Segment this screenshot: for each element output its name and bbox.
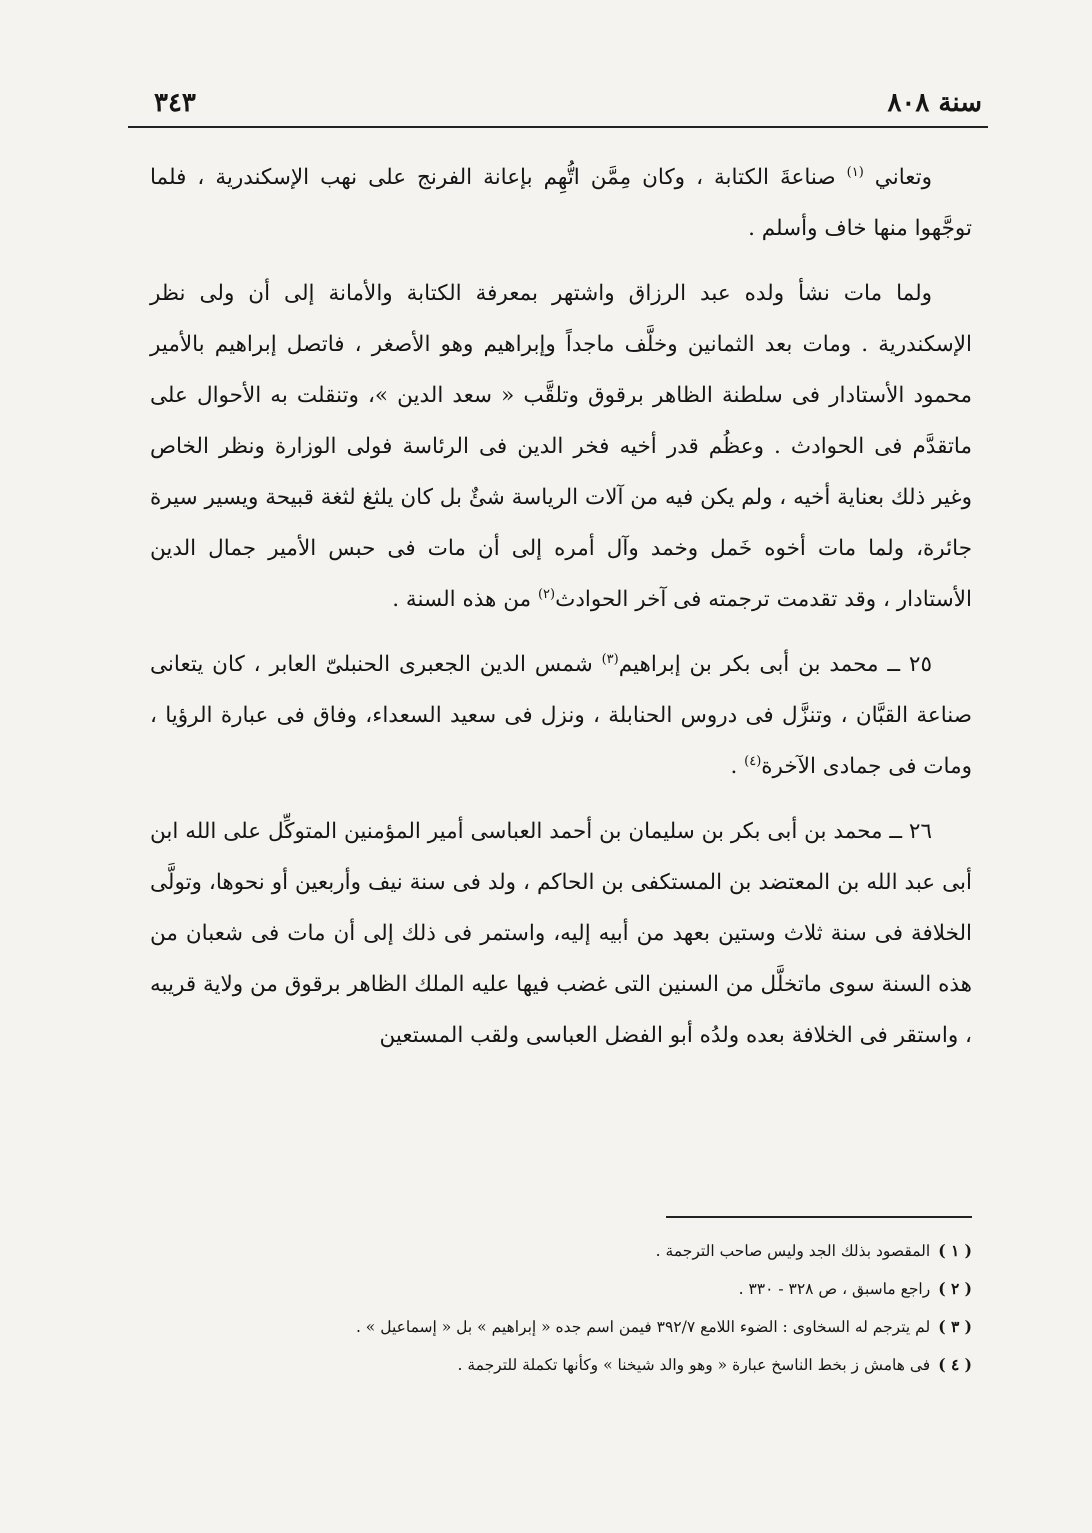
paragraph xyxy=(150,806,972,1061)
footnote-ref: (٣) xyxy=(601,651,619,667)
paragraph xyxy=(150,268,972,625)
footnote xyxy=(190,1236,972,1266)
page-number: ٣٤٣ xyxy=(154,88,196,118)
footnote-number: ( ٤ ) xyxy=(938,1355,972,1374)
footnote xyxy=(190,1350,972,1380)
text-run: شمس الدين الجعبرى الحنبلىّ العابر ، كان يتعانى صناعة القبَّان ، وتنزَّل فى دروس الحنابلة ، ونزل فى سعيد السعداء، وفاق فى عبارة الرؤيا ، ومات فى جمادى الآخرة xyxy=(150,652,972,779)
text-run: ٢٥ ــ محمد بن أبى بكر بن إبراهيم xyxy=(618,652,932,677)
footnote xyxy=(190,1312,972,1342)
footnote-ref: (١) xyxy=(846,164,864,180)
footnote-number: ( ٣ ) xyxy=(938,1317,972,1336)
footnote xyxy=(190,1274,972,1304)
footnote-text: لم يترجم له السخاوى : الضوء اللامع ٣٩٢/٧ فيمن اسم جده « إبراهيم » بل « إسماعيل » . xyxy=(355,1318,931,1336)
text-run: ٢٦ ــ محمد بن أبى بكر بن سليمان بن أحمد العباسى أمير المؤمنين المتوكِّل على الله ابن أبى عبد الله بن المعتضد بن المستكفى بن الحاكم ، ولد فى سنة نيف وأربعين أو نحوها، وتولَّى الخلافة فى سنة ثلاث وستين بعهد من أبيه إليه، واستمر فى ذلك إلى أن مات فى شعبان من هذه السنة سوى ماتخلَّل من السنين التى غضب فيها عليه الملك الظاهر برقوق من ولاية قريبه ، واستقر فى الخلافة بعده ولدُه أبو الفضل العباسى ولقب المستعين xyxy=(150,819,972,1048)
header-year: سنة ٨٠٨ xyxy=(887,88,982,118)
footnote-ref: (٢) xyxy=(537,586,556,602)
footnotes xyxy=(190,1236,972,1388)
text-run: من هذه السنة . xyxy=(392,587,538,612)
paragraph xyxy=(150,152,972,254)
text-run: صناعةَ الكتابة ، وكان مِمَّن اتُّهِم بإعانة الفرنج على نهب الإسكندرية ، فلما توجَّهوا منها خاف وأسلم . xyxy=(150,165,972,241)
footnote-ref: (٤) xyxy=(744,753,762,769)
footnote-number: ( ٢ ) xyxy=(938,1279,972,1298)
text-run: ولما مات نشأ ولده عبد الرزاق واشتهر بمعرفة الكتابة والأمانة إلى أن ولى نظر الإسكندرية . ومات بعد الثمانين وخلَّف ماجداً وإبراهيم وهو الأصغر ، فاتصل إبراهيم بالأمير محمود الأستادار فى سلطنة الظاهر برقوق وتلقَّب « سعد الدين »، وتنقلت به الأحوال على ماتقدَّم فى الحوادث . وعظُم قدر أخيه فخر الدين فى الرئاسة فولى الوزارة ونظر الخاص وغير ذلك بعناية أخيه ، ولم يكن فيه من آلات الرياسة شئٌ بل كان يلثغ لثغة قبيحة ويسير سيرة جائرة، ولما مات أخوه خَمل وخمد وآل أمره إلى أن مات فى حبس الأمير جمال الدين الأستادار ، وقد تقدمت ترجمته فى آخر الحوادث xyxy=(150,281,972,612)
paragraph xyxy=(150,639,972,792)
footnote-text: المقصود بذلك الجد وليس صاحب الترجمة . xyxy=(655,1242,931,1260)
footnote-number: ( ١ ) xyxy=(938,1241,972,1260)
text-run: وتعاني xyxy=(863,165,933,190)
main-text xyxy=(150,152,972,1061)
footnote-rule xyxy=(666,1216,972,1218)
header-rule xyxy=(128,126,988,128)
footnote-text: راجع ماسبق ، ص ٣٢٨ - ٣٣٠ . xyxy=(738,1280,931,1298)
running-header xyxy=(130,82,982,126)
footnote-text: فى هامش ز بخط الناسخ عبارة « وهو والد شيخنا » وكأنها تكملة للترجمة . xyxy=(457,1356,931,1374)
text-run: . xyxy=(730,754,745,779)
